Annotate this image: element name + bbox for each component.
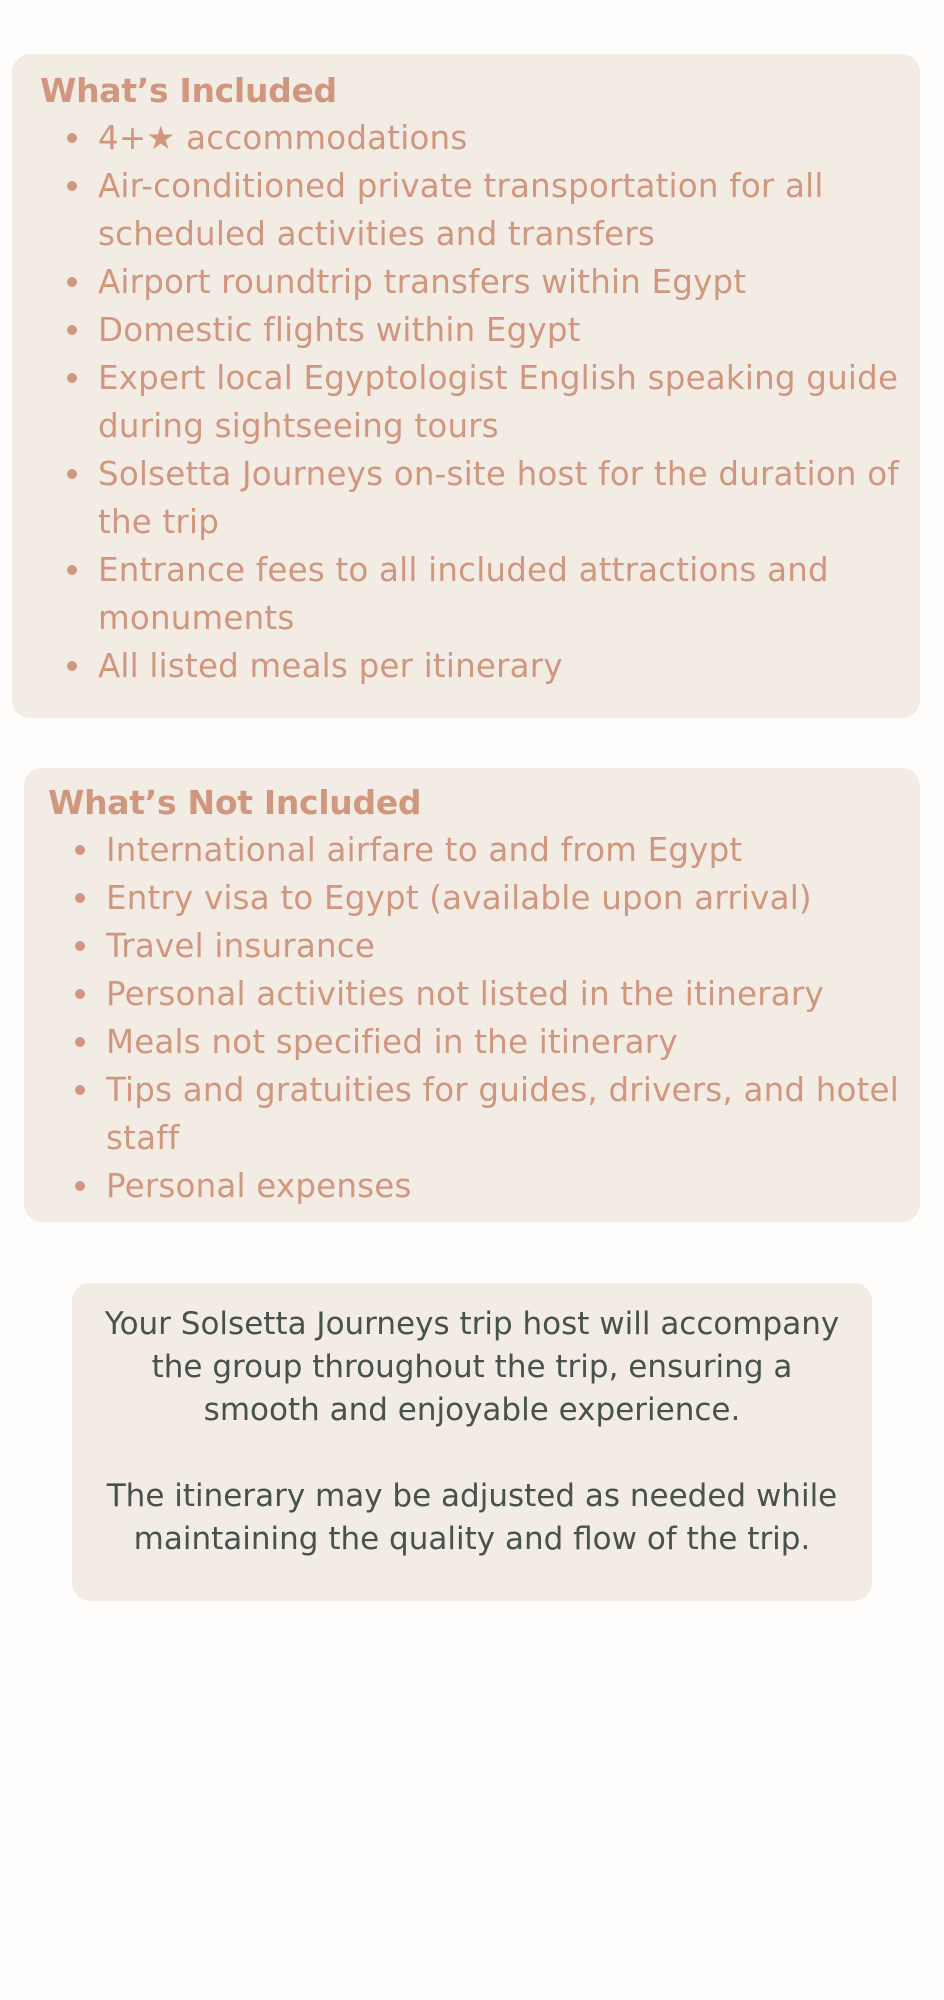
- bullet-icon: [67, 661, 77, 671]
- list-item-text: Tips and gratuities for guides, drivers, and hotel staff: [106, 1071, 899, 1157]
- list-item-text: Air-conditioned private transportation for all scheduled activities and transfers: [98, 167, 824, 253]
- list-item: [40, 114, 900, 162]
- list-item-text: Expert local Egyptologist English speaking guide during sightseeing tours: [98, 359, 899, 445]
- included-card: [12, 54, 920, 718]
- bullet-icon: [67, 133, 77, 143]
- bullet-icon: [75, 1037, 85, 1047]
- list-item: [40, 162, 900, 258]
- list-item: [48, 874, 900, 922]
- list-item: [48, 826, 900, 874]
- list-item: [48, 1066, 900, 1162]
- trip-note-card: [72, 1283, 872, 1601]
- included-list: [40, 114, 900, 690]
- list-item-text: Domestic flights within Egypt: [98, 311, 581, 349]
- list-item: [40, 642, 900, 690]
- list-item-text: Personal activities not listed in the itinerary: [106, 975, 824, 1013]
- bullet-icon: [67, 181, 77, 191]
- list-item-text: Solsetta Journeys on-site host for the duration of the trip: [98, 455, 899, 541]
- list-item-text: 4+★ accommodations: [98, 119, 468, 157]
- bullet-icon: [75, 941, 85, 951]
- bullet-icon: [75, 1085, 85, 1095]
- bullet-icon: [67, 565, 77, 575]
- list-item-text: Airport roundtrip transfers within Egypt: [98, 263, 747, 301]
- bullet-icon: [75, 893, 85, 903]
- list-item: [40, 306, 900, 354]
- list-item-text: Meals not specified in the itinerary: [106, 1023, 678, 1061]
- list-item: [40, 354, 900, 450]
- bullet-icon: [67, 469, 77, 479]
- bullet-icon: [75, 845, 85, 855]
- not-included-title: What’s Not Included: [48, 783, 422, 822]
- list-item: [48, 922, 900, 970]
- note-spacer: [90, 1432, 854, 1475]
- not-included-card: [24, 768, 920, 1222]
- bullet-icon: [75, 989, 85, 999]
- list-item: [40, 546, 900, 642]
- list-item-text: International airfare to and from Egypt: [106, 831, 743, 869]
- list-item-text: Entry visa to Egypt (available upon arrival): [106, 879, 812, 917]
- included-title: What’s Included: [40, 71, 337, 110]
- list-item: [48, 970, 900, 1018]
- not-included-list: [48, 826, 900, 1210]
- list-item: [40, 258, 900, 306]
- list-item: [48, 1162, 900, 1210]
- bullet-icon: [67, 373, 77, 383]
- list-item-text: Personal expenses: [106, 1167, 412, 1205]
- list-item: [40, 450, 900, 546]
- list-item-text: All listed meals per itinerary: [98, 647, 563, 685]
- list-item-text: Travel insurance: [106, 927, 376, 965]
- trip-host-note: Your Solsetta Journeys trip host will accompany the group throughout the trip, ensuring a smooth and enjoyable experience.: [104, 1306, 840, 1428]
- bullet-icon: [67, 325, 77, 335]
- list-item-text: Entrance fees to all included attractions and monuments: [98, 551, 829, 637]
- bullet-icon: [75, 1181, 85, 1191]
- list-item: [48, 1018, 900, 1066]
- bullet-icon: [67, 277, 77, 287]
- itinerary-adjustment-note: The itinerary may be adjusted as needed while maintaining the quality and flow of the trip.: [106, 1478, 838, 1557]
